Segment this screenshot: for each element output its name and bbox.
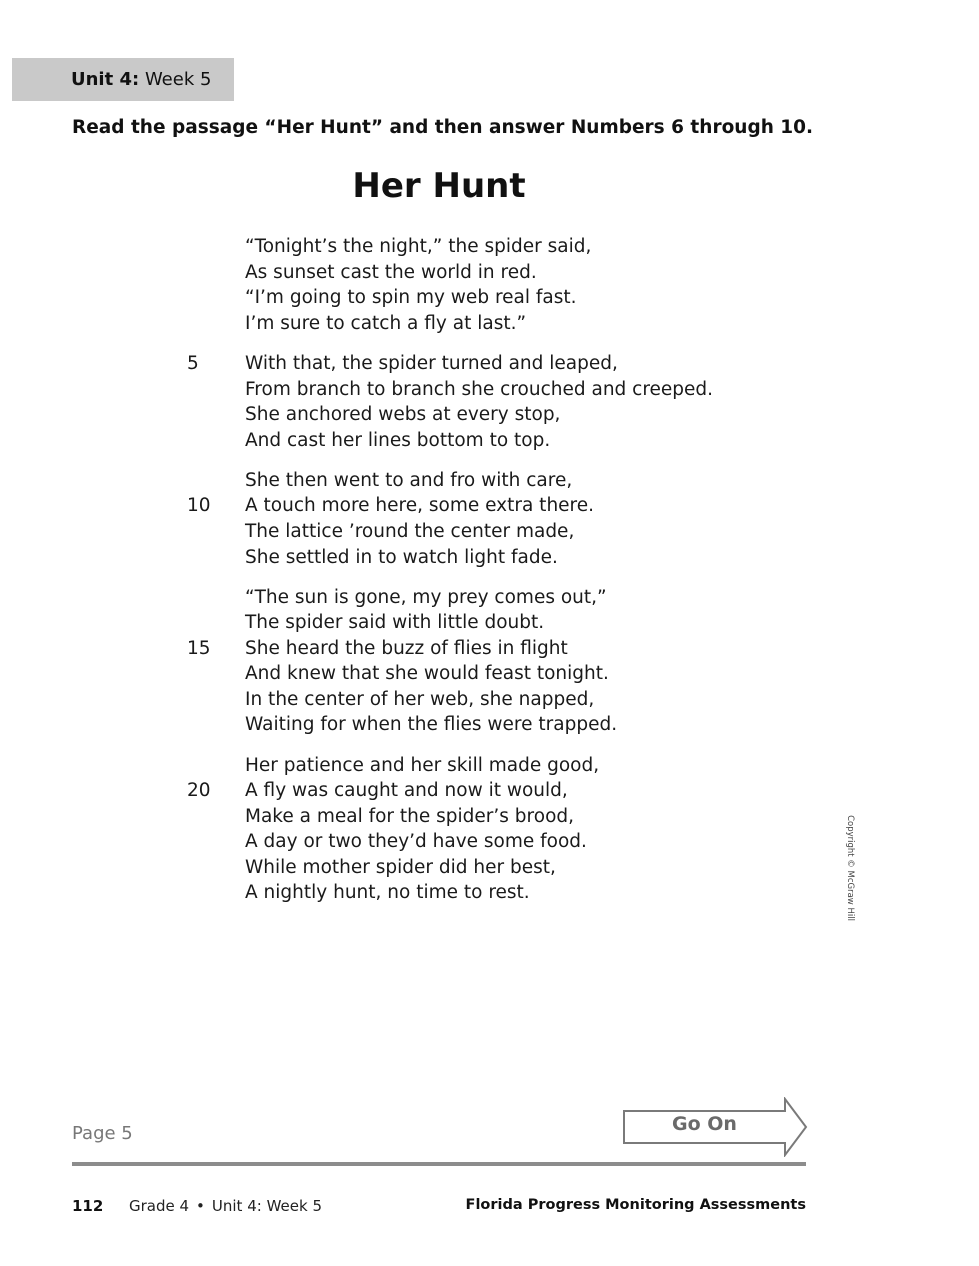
week-label: Week 5: [144, 69, 212, 90]
footer-grade-unit: [129, 1197, 322, 1215]
line-number: 15: [187, 638, 211, 659]
unit-week-tab: [12, 58, 234, 101]
poem-line: And knew that she would feast tonight.: [245, 663, 609, 684]
footer-grade: Grade 4: [129, 1197, 190, 1215]
line-number: 10: [187, 495, 211, 516]
poem-line: Make a meal for the spider’s brood,: [245, 806, 575, 827]
footer-page-number: 112: [72, 1197, 104, 1215]
poem-line: In the center of her web, she napped,: [245, 689, 595, 710]
poem-line: The spider said with little doubt.: [245, 612, 545, 633]
poem-line: “I’m going to spin my web real fast.: [245, 287, 577, 308]
go-on-label: Go On: [672, 1113, 737, 1135]
bullet-separator: •: [196, 1197, 205, 1215]
poem-line: As sunset cast the world in red.: [245, 262, 537, 283]
footer-divider: [72, 1162, 806, 1166]
footer-unit: Unit 4: Week 5: [211, 1197, 322, 1215]
page-label: Page 5: [72, 1123, 133, 1144]
poem-line: She heard the buzz of flies in flight: [245, 638, 568, 659]
poem-line: A day or two they’d have some food.: [245, 831, 587, 852]
poem-line: I’m sure to catch a fly at last.”: [245, 313, 527, 334]
poem-line: The lattice ’round the center made,: [245, 521, 575, 542]
poem-line: With that, the spider turned and leaped,: [245, 353, 618, 374]
instruction-text: Read the passage “Her Hunt” and then answer Numbers 6 through 10.: [72, 117, 814, 138]
passage-title: Her Hunt: [352, 166, 526, 206]
poem-line: Her patience and her skill made good,: [245, 755, 600, 776]
poem-line: She settled in to watch light fade.: [245, 547, 558, 568]
poem-line: A nightly hunt, no time to rest.: [245, 882, 530, 903]
footer-series-title: Florida Progress Monitoring Assessments: [465, 1197, 806, 1213]
poem-line: Waiting for when the flies were trapped.: [245, 714, 618, 735]
unit-label: Unit 4:: [71, 69, 140, 90]
line-number: 5: [187, 353, 199, 374]
go-on-button[interactable]: [622, 1097, 808, 1157]
poem-line: “The sun is gone, my prey comes out,”: [245, 587, 607, 608]
poem-line: From branch to branch she crouched and creeped.: [245, 379, 714, 400]
poem-line: “Tonight’s the night,” the spider said,: [245, 236, 592, 257]
poem-line: A fly was caught and now it would,: [245, 780, 568, 801]
poem-line: While mother spider did her best,: [245, 857, 556, 878]
poem-line: She then went to and fro with care,: [245, 470, 573, 491]
line-number: 20: [187, 780, 211, 801]
poem-line: And cast her lines bottom to top.: [245, 430, 551, 451]
poem-line: She anchored webs at every stop,: [245, 404, 561, 425]
poem-line: A touch more here, some extra there.: [245, 495, 595, 516]
copyright-notice: Copyright © McGraw Hill: [845, 815, 855, 921]
